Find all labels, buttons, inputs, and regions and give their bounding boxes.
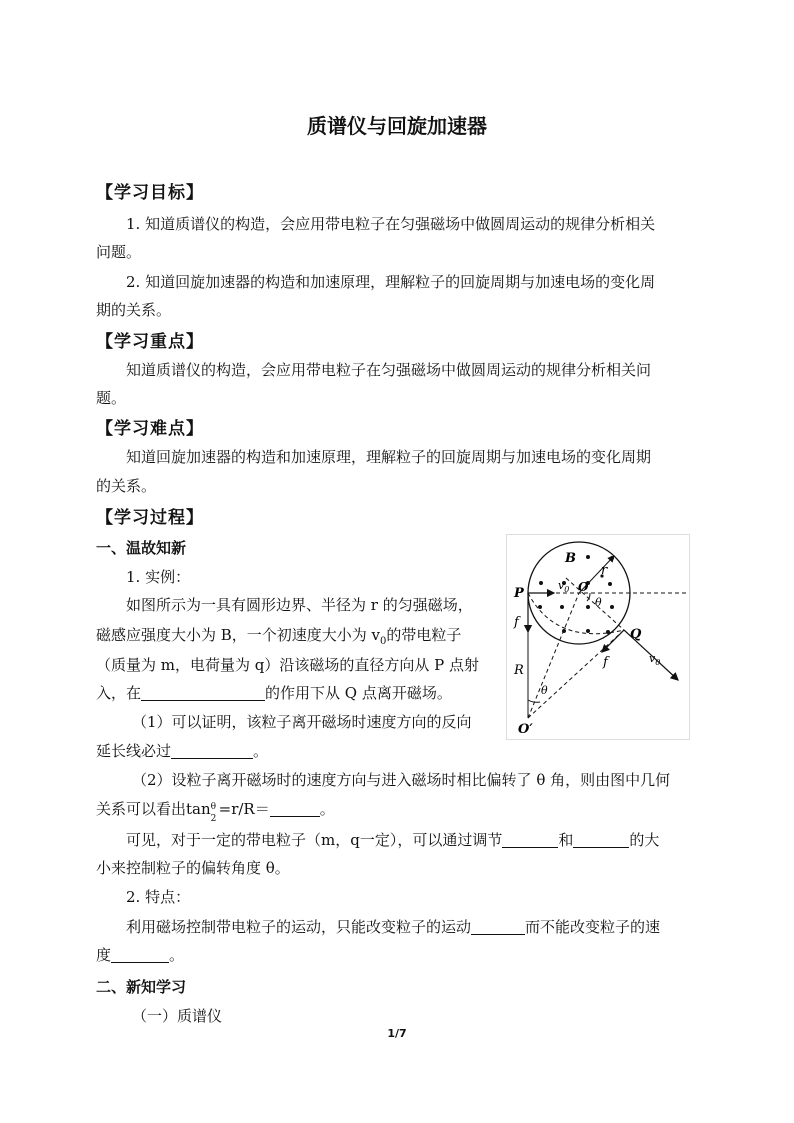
focus-line-b: 题。 (96, 389, 127, 407)
part1-heading: 一、温故知新 (96, 539, 187, 557)
label-f-p: f (514, 615, 519, 630)
example-line-4 (96, 682, 452, 703)
dashed-o-to-oprime (528, 593, 579, 718)
difficulty-heading: 【学习难点】 (96, 419, 204, 439)
label-r-big: R (514, 663, 524, 678)
goal-1-line-b: 问题。 (96, 243, 142, 261)
label-theta-oprime: θ (541, 684, 548, 697)
magnetic-field-figure (506, 534, 690, 740)
question-2-mid: =r/R＝ (218, 800, 270, 818)
answer-blank-force[interactable] (141, 684, 265, 701)
label-v0-exit: $v_0$ (649, 652, 661, 667)
part2-sub-1: （一）质谱仪 (132, 1007, 223, 1025)
feature-line-2-post: 。 (169, 946, 185, 964)
label-r: r (601, 563, 608, 578)
dashed-q-to-oprime (528, 630, 624, 718)
focus-line-a: 知道质谱仪的构造，会应用带电粒子在匀强磁场中做圆周运动的规律分析相关问 (126, 361, 652, 379)
example-line-4-pre: 入，在 (96, 684, 142, 702)
label-f-q: f (603, 655, 608, 670)
answer-blank-adjust-1[interactable] (502, 831, 558, 848)
goal-2-line-b: 期的关系。 (96, 301, 172, 319)
example-line-1: 如图所示为一具有圆形边界、半径为 r 的匀强磁场， (126, 596, 473, 614)
answer-blank-adjust-2[interactable] (573, 831, 629, 848)
example-line-2-post: 的带电粒子 (386, 626, 462, 644)
note-line-2: 小来控制粒子的偏转角度 θ。 (96, 859, 290, 877)
question-1-pre: 延长线必过 (96, 742, 172, 760)
goals-heading: 【学习目标】 (96, 183, 204, 203)
difficulty-line-a: 知道回旋加速器的构造和加速原理，理解粒子的回旋周期与加速电场的变化周期 (126, 448, 652, 466)
answer-blank-tan[interactable] (270, 800, 320, 817)
feature-label: 2. 特点： (126, 888, 191, 906)
answer-blank-speed[interactable] (111, 946, 169, 963)
question-1-line-1: （1）可以证明，该粒子离开磁场时速度方向的反向 (132, 713, 472, 731)
label-q: Q (630, 627, 642, 642)
note-line-1-pre: 可见，对于一定的带电粒子（m，q一定），可以通过调节 (126, 831, 503, 849)
question-2-line-1: （2）设粒子离开磁场时的速度方向与进入磁场时相比偏转了 θ 角，则由图中几何 (132, 771, 671, 789)
v0-subscript: 0 (380, 636, 387, 647)
label-o-prime: O′ (518, 722, 533, 737)
process-heading: 【学习过程】 (96, 508, 204, 528)
label-b: B (565, 551, 576, 566)
example-line-4-post: 的作用下从 Q 点离开磁场。 (265, 684, 452, 702)
example-line-3: （质量为 m，电荷量为 q）沿该磁场的直径方向从 P 点射 (96, 656, 479, 674)
note-line-1-post: 的大 (629, 831, 660, 849)
part2-heading: 二、新知学习 (96, 978, 187, 996)
goal-1-line-a: 1. 知道质谱仪的构造，会应用带电粒子在匀强磁场中做圆周运动的规律分析相关 (126, 215, 656, 233)
question-2-pre: 关系可以看出tan (96, 800, 211, 818)
page-number: 1/7 (387, 1027, 407, 1040)
example-line-2 (96, 624, 461, 647)
page-title: 质谱仪与回旋加速器 (307, 114, 487, 138)
label-v0-entry: $v_0$ (558, 579, 570, 594)
goal-2-line-a: 2. 知道回旋加速器的构造和加速原理，理解粒子的回旋周期与加速电场的变化周 (126, 273, 656, 291)
label-p: P (514, 586, 524, 601)
label-theta-o: θ (595, 596, 602, 609)
theta-arc-oprime (528, 700, 540, 702)
question-2-line-2 (96, 798, 335, 824)
note-line-1 (126, 829, 659, 850)
focus-heading: 【学习重点】 (96, 332, 204, 352)
fraction-numerator: θ (210, 802, 217, 812)
question-1-line-2 (96, 740, 268, 761)
feature-line-1-pre: 利用磁场控制带电粒子的运动，只能改变粒子的运动 (126, 918, 472, 936)
figure-frame (507, 535, 690, 740)
question-1-post: 。 (253, 742, 269, 760)
feature-line-1-post: 而不能改变粒子的速 (525, 918, 661, 936)
feature-line-2-pre: 度 (96, 946, 112, 964)
question-2-post: 。 (319, 800, 335, 818)
note-line-1-mid: 和 (558, 831, 574, 849)
example-line-2-pre: 磁感应强度大小为 B，一个初速度大小为 v (96, 626, 381, 644)
answer-blank-point[interactable] (171, 742, 253, 759)
feature-line-1 (126, 916, 660, 937)
example-label: 1. 实例： (126, 568, 191, 586)
answer-blank-direction[interactable] (471, 918, 525, 935)
feature-line-2 (96, 944, 184, 965)
label-o: O (578, 580, 589, 594)
difficulty-line-b: 的关系。 (96, 477, 157, 495)
fraction-denominator: 2 (210, 814, 217, 824)
